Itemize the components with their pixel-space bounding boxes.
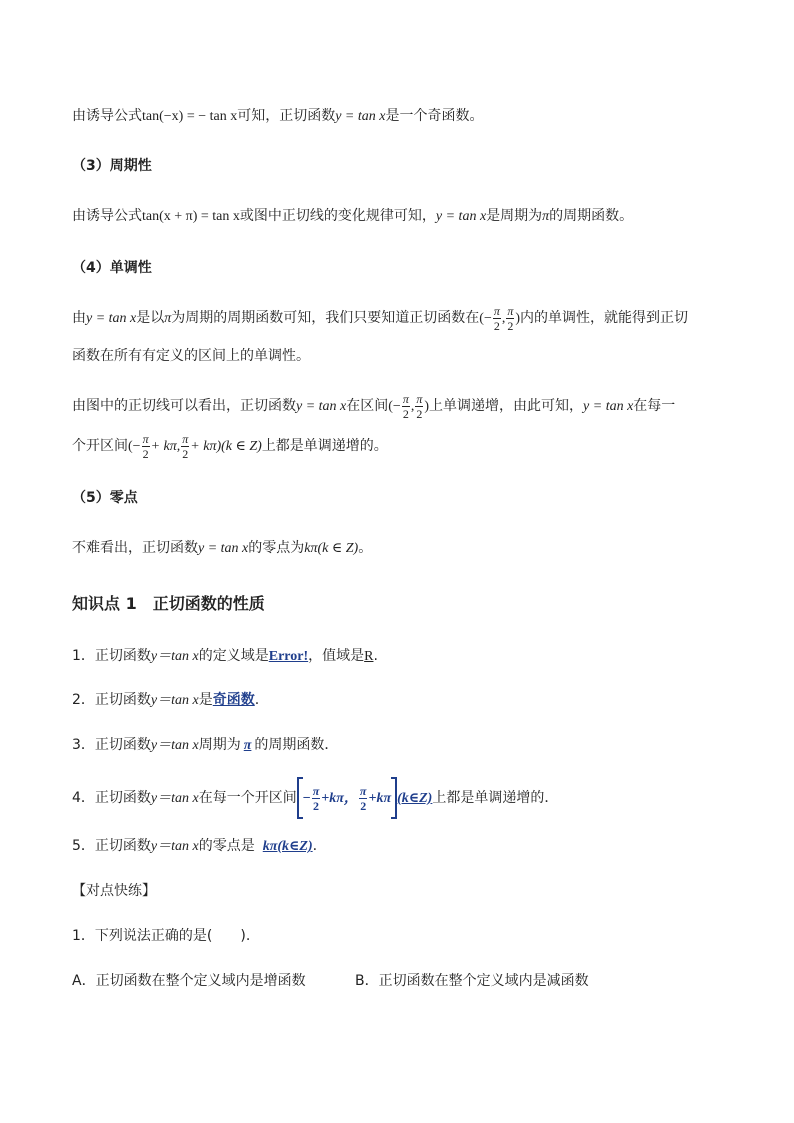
text: 的周期函数。 [549,208,634,224]
formula: y = tan x [583,399,634,414]
formula: + kπ)(k ∈ Z) [190,439,262,454]
text: 正切函数 [94,737,151,753]
property-item-4 [72,776,558,820]
text: 由诱导公式 [72,208,142,224]
text: 可知，正切函数 [237,108,336,124]
item-number: 5． [72,838,95,854]
fraction: $\frac{\pi}{2}$ [493,303,500,333]
formula: kπ(k ∈ Z) [304,541,359,556]
section-title: 知识点 1 正切函数的性质 [72,594,265,613]
fraction: $\frac{\pi}{2}$ [507,303,514,333]
text: 正切函数 [94,692,151,708]
formula: y＝tan x [150,649,199,664]
formula: y = tan x [296,399,347,414]
text: 在区间 [346,398,389,414]
text: 由诱导公式 [72,108,142,124]
text: 在每一个开区间 [198,790,297,806]
text: . [373,648,378,664]
text: 不难看出，正切函数 [72,540,198,556]
question-1: 1．下列说法正确的是( ). [72,928,251,944]
increasing-paragraph-line1 [72,388,675,424]
formula: y＝tan x [150,693,199,708]
text: 或图中正切线的变化规律可知， [239,208,436,224]
formula: tan(−x) = − tan x [142,109,238,124]
heading-periodicity: （3）周期性 [72,158,152,174]
fraction: $\frac{\pi}{2}$ [402,391,409,421]
text: 正切函数 [94,838,151,854]
item-number: 4． [72,790,95,806]
text: 上都是单调递增的。 [261,438,388,454]
property-item-2 [72,690,259,711]
text: 正切函数 [94,790,151,806]
text: 上单调递增，由此可知， [429,398,584,414]
text: 的零点是 [198,838,255,854]
formula: (− [479,311,492,326]
fraction: $\frac{\pi}{2}$ [182,431,189,461]
formula: y = tan x [86,311,137,326]
formula: ) [424,399,430,414]
text: 个开区间 [72,438,128,454]
text: 是周期为 [486,208,543,224]
text: 的定义域是 [198,648,269,664]
formula: y＝tan x [150,839,199,854]
formula: ) [515,311,521,326]
text: 周期为 [198,737,241,753]
formula: , [501,311,506,326]
answer: kπ(k∈Z) [262,839,313,854]
monotonicity-paragraph-line2: 函数在所有有定义的区间上的单调性。 [72,348,310,364]
item-number: 1． [72,648,95,664]
property-item-5 [72,836,317,857]
text: 是以 [136,310,165,326]
formula: y = tan x [435,209,487,224]
text: 由图中的正切线可以看出，正切函数 [72,398,296,414]
option-b: B．正切函数在整个定义域内是减函数 [355,973,589,989]
increasing-paragraph-line2 [72,428,388,464]
formula: + kπ, [150,439,181,454]
text: 。 [358,540,373,556]
formula: π [164,311,172,326]
text: 正切函数 [94,648,151,664]
text: 上都是单调递增的． [432,790,559,806]
formula: y = tan x [335,109,386,124]
property-item-1 [72,646,378,667]
answer: R [364,649,374,664]
text: 在每一 [633,398,676,414]
property-item-3 [72,735,338,756]
formula: tan(x + π) = tan x [142,209,240,224]
text: 是 [198,692,213,708]
text: ，值域是 [308,648,365,664]
answer: 奇函数 [212,692,255,708]
answer-link[interactable]: Error! [268,649,309,664]
heading-monotonicity: （4）单调性 [72,260,152,276]
text: 内的单调性，就能得到正切 [520,310,689,326]
text: . [312,838,318,854]
formula: , [410,399,415,414]
odd-function-paragraph [72,106,483,127]
text: . [254,692,260,708]
heading-zeros: （5）零点 [72,490,138,506]
fraction: $\frac{\pi}{2}$ [416,391,423,421]
zeros-paragraph [72,538,372,559]
practice-header: 【对点快练】 [72,883,156,899]
answer-interval: − $\frac{\pi}{2}$ +kπ， $\frac{\pi}{2}$ +kπ [302,784,392,814]
fraction: $\frac{\pi}{2}$ [142,431,149,461]
formula: y＝tan x [150,738,199,753]
text: 为周期的周期函数可知，我们只要知道正切函数在 [171,310,480,326]
formula: y = tan x [198,541,249,556]
formula: π [542,209,550,224]
text: 的周期函数． [254,737,339,753]
formula: (− [388,399,401,414]
item-number: 2． [72,692,95,708]
option-a: A．正切函数在整个定义域内是增函数 [72,973,306,989]
text: 由 [72,310,86,326]
formula: y＝tan x [150,791,199,806]
answer: (k∈Z) [397,791,433,806]
item-number: 3． [72,737,95,753]
formula: (− [128,439,141,454]
text: 是一个奇函数。 [385,108,484,124]
periodicity-paragraph [72,206,633,227]
answer: π [243,738,252,753]
text: 的零点为 [248,540,305,556]
monotonicity-paragraph-line1 [72,300,688,336]
